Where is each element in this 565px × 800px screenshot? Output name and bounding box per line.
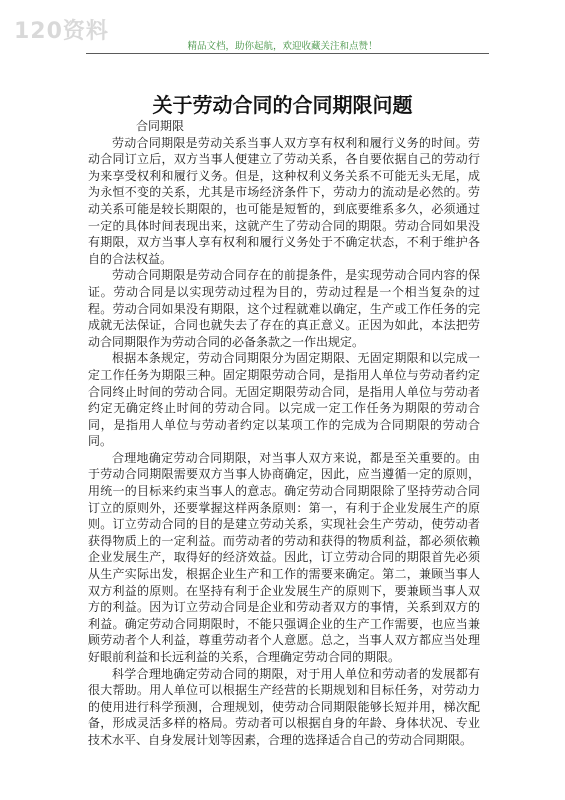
watermark-logo: 120资料 xyxy=(14,19,109,44)
document-body xyxy=(88,118,480,749)
paragraph-4: 合理地确定劳动合同期限，对当事人双方来说，都是至关重要的。由于劳动合同期限需要双方当事人协商确定，因此，应当遵循一定的原则，用统一的目标来约束当事人的意志。确定劳动合同期限除了坚持劳动合同订立的原则外，还要掌握这样两条原则：第一，有利于企业发展生产的原则。订立劳动合同的目的是建立劳动关系，实现社会生产劳动，使劳动者获得物质上的一定利益。而劳动者的劳动和获得的物质利益，都必须依赖企业发展生产，取得好的经济效益。因此，订立劳动合同的期限首先必须从生产实际出发，根据企业生产和工作的需要来确定。第二，兼顾当事人双方利益的原则。在坚持有利于企业发展生产的原则下，要兼顾当事人双方的利益。因为订立劳动合同是企业和劳动者双方的事情，关系到双方的利益。确定劳动合同期限时，不能只强调企业的生产工作需要，也应当兼顾劳动者个人利益，尊重劳动者个人意愿。总之，当事人双方都应当处理好眼前利益和长远利益的关系，合理确定劳动合同的期限。 xyxy=(88,450,480,664)
paragraph-5: 科学合理地确定劳动合同的期限，对于用人单位和劳动者的发展都有很大帮助。用人单位可以根据生产经营的长期规划和目标任务，对劳动力的使用进行科学预测，合理规划，使劳动合同期限能够长短并用，梯次配备，形成灵活多样的格局。劳动者可以根据自身的年龄、身体状况、专业技术水平、自身发展计划等因素，合理的选择适合自己的劳动合同期限。 xyxy=(88,666,480,747)
paragraph-2: 劳动合同期限是劳动合同存在的前提条件，是实现劳动合同内容的保证。劳动合同是以实现劳动过程为目的，劳动过程是一个相当复杂的过程。劳动合同如果没有期限，这个过程就难以确定，生产或工作任务的完成就无法保证，合同也就失去了存在的真正意义。正因为如此，本法把劳动合同期限作为劳动合同的必备条款之一作出规定。 xyxy=(88,268,480,349)
paragraph-3: 根据本条规定，劳动合同期限分为固定期限、无固定期限和以完成一定工作任务为期限三种。固定期限劳动合同，是指用人单位与劳动者约定合同终止时间的劳动合同。无固定期限劳动合同，是指用人单位与劳动者约定无确定终止时间的劳动合同。以完成一定工作任务为期限的劳动合同，是指用人单位与劳动者约定以某项工作的完成为合同期限的劳动合同。 xyxy=(88,351,480,449)
document-title: 关于劳动合同的合同期限问题 xyxy=(152,93,413,118)
section-title: 合同期限 xyxy=(136,119,185,133)
header-divider xyxy=(86,53,489,54)
paragraph-1: 劳动合同期限是劳动关系当事人双方享有权利和履行义务的时间。劳动合同订立后，双方当事人便建立了劳动关系，各自要依据自己的劳动行为来享受权利和履行义务。但是，这种权利义务关系不可能无头无尾，成为永恒不变的关系，尤其是市场经济条件下，劳动力的流动是必然的。劳动关系可能是较长期限的，也可能是短暂的，到底要维系多久，必须通过一定的具体时间表现出来，这就产生了劳动合同的期限。劳动合同如果没有期限，双方当事人享有权利和履行义务处于不确定状态，不利于维护各自的合法权益。 xyxy=(88,135,480,266)
header-banner: 精品文档，助你起航，欢迎收藏关注和点赞！ xyxy=(187,41,378,52)
